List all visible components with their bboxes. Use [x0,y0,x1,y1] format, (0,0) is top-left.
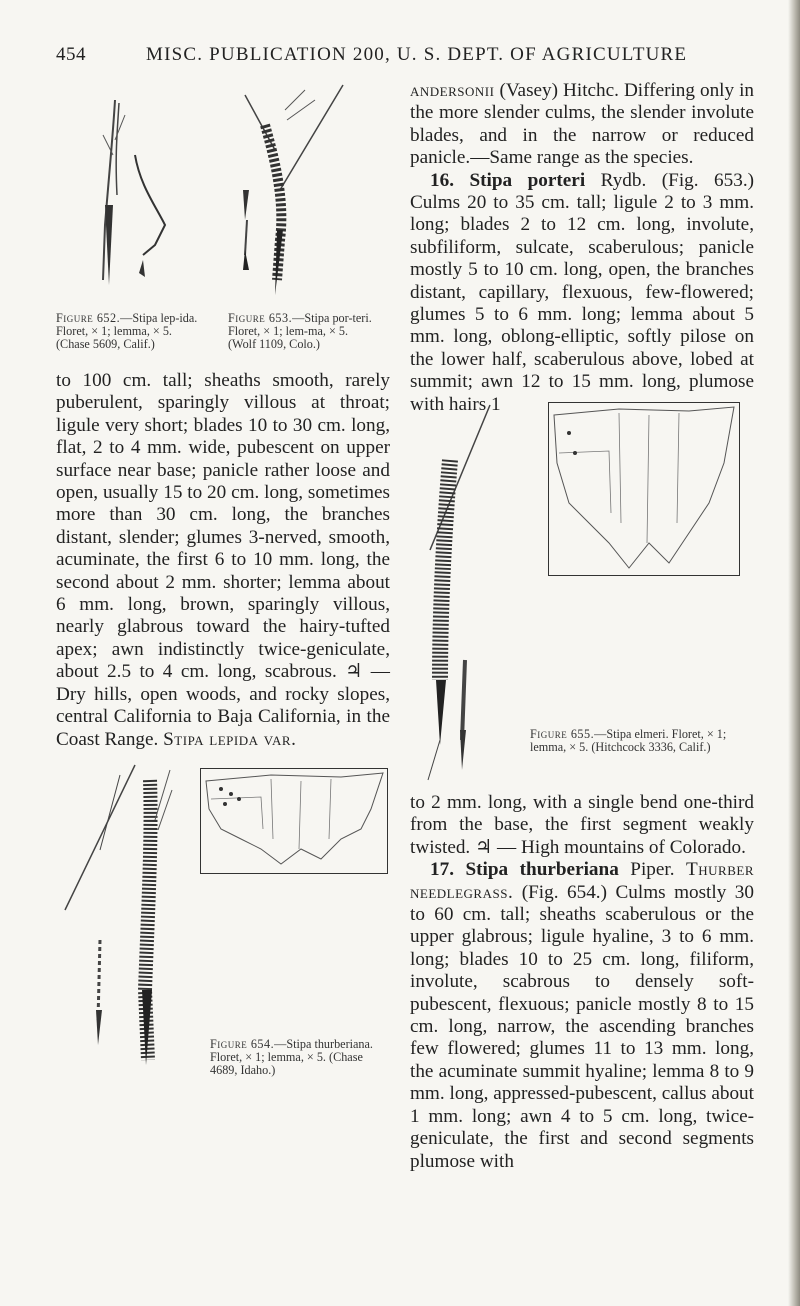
figure-655-range-map [548,402,740,576]
figure-655-label: Figure 655. [530,727,595,741]
porteri-continuation: to 2 mm. long, with a single bend one-third from the base, the first segment weakly twisted. ♃ — High mountains of Colorado. [410,792,754,858]
page-number: 454 [56,44,86,65]
figure-652-label: Figure 652. [56,311,121,325]
figure-654-text: —Stipa thurberiana. Floret, × 1; lemma, × 5. (Chase 4689, Idaho.) [210,1037,373,1078]
figure-654-caption [210,1038,382,1078]
page-header [56,44,746,70]
scan-edge-shadow [788,0,800,1306]
figure-652-caption [56,312,208,352]
right-column-text-top [410,80,754,416]
porteri-description: Rydb. (Fig. 653.) Culms 20 to 35 cm. tall; ligule 2 to 3 mm. long; blades 2 to 12 cm. long, involute, subfiliform, sulcate, scaberulous; panicle mostly 5 to 10 cm. long, open, the branches distant, capillary, flexuous, few-flowered; glumes 5 to 6 mm. long; lemma about 5 mm. long, oblong-elliptic, softly pilose on the lower half, scaberulous above, lobed at summit; awn 12 to 15 mm. long, plumose with hairs 1 [410,169,755,415]
left-column-body: to 100 cm. tall; sheaths smooth, rarely puberulent, sparingly villous at throat; ligule very short; blades 10 to 30 cm. long, flat, 2 to 4 mm. wide, pubescent on upper surface near base; panicle rather loose and open, usually 15 to 20 cm. long, sometimes more than 30 cm. long, the branches distant, slender; glumes 3-nerved, smooth, acuminate, the first 6 to 10 mm. long, the second about 2 mm. shorter; lemma about 6 mm. long, brown, sparingly villous, nearly glabrous toward the hairy-tufted apex; awn indistinctly twice-geniculate, about 2.5 to 4 cm. long, scabrous. ♃ —Dry hills, open woods, and rocky slopes, central California to Baja California, in the Coast Range. [56,370,390,750]
figure-653-label: Figure 653. [228,311,293,325]
figure-655-illustration [410,400,520,780]
figure-654-label: Figure 654. [210,1037,275,1051]
figure-655-text: —Stipa elmeri. Floret, × 1; lemma, × 5. (Hitchcock 3336, Calif.) [530,727,727,755]
figure-652-illustration [95,95,185,285]
figure-655-caption [530,728,748,754]
left-column-variety: Stipa lepida var. [163,728,297,750]
thurberiana-description: (Fig. 654.) Culms mostly 30 to 60 cm. tall; sheaths scaberulous or the upper glabrous; ligule hyaline, 3 to 6 mm. long; blades 10 to 25 cm. long, filiform, involute, scabrous to densely soft-pubescent, flexuous; panicle mostly 8 to 15 cm. long, narrow, the ascending branches few flowered; glumes 11 to 13 mm. long, the acuminate summit hyaline; lemma 8 to 9 mm. long, appressed-pubescent, callus about 1 mm. long; awn 4 to 5 cm. long, twice-geniculate, the first and second segments plumose with [410,881,754,1172]
thurberiana-author: Piper. [618,859,675,881]
figure-652-text: —Stipa lep-ida. Floret, × 1; lemma, × 5. (Chase 5609, Calif.) [56,311,198,352]
running-head: MISC. PUBLICATION 200, U. S. DEPT. OF AGRICULTURE [146,44,688,65]
figure-653-text: —Stipa por-teri. Floret, × 1; lem-ma, × 5. (Wolf 1109, Colo.) [228,311,372,352]
andersonii-description: (Vasey) Hitchc. Differing only in the more slender culms, the slender involute blades, and in the narrow or reduced panicle.—Same range as the species. [410,80,754,169]
left-column-text [56,370,390,751]
right-column-text-bottom [410,792,754,1173]
figure-654-range-map [200,768,388,874]
species-heading-thurberiana: 17. Stipa thurberiana [430,859,619,881]
figure-653-illustration [225,80,355,295]
common-name-thurber-needlegrass: Thurber needlegrass. [410,859,754,903]
species-heading-porteri: 16. Stipa porteri [430,169,586,191]
variety-name-andersonii: andersonii [410,80,495,101]
figure-653-caption [228,312,378,352]
figure-654-illustration [60,760,200,1070]
